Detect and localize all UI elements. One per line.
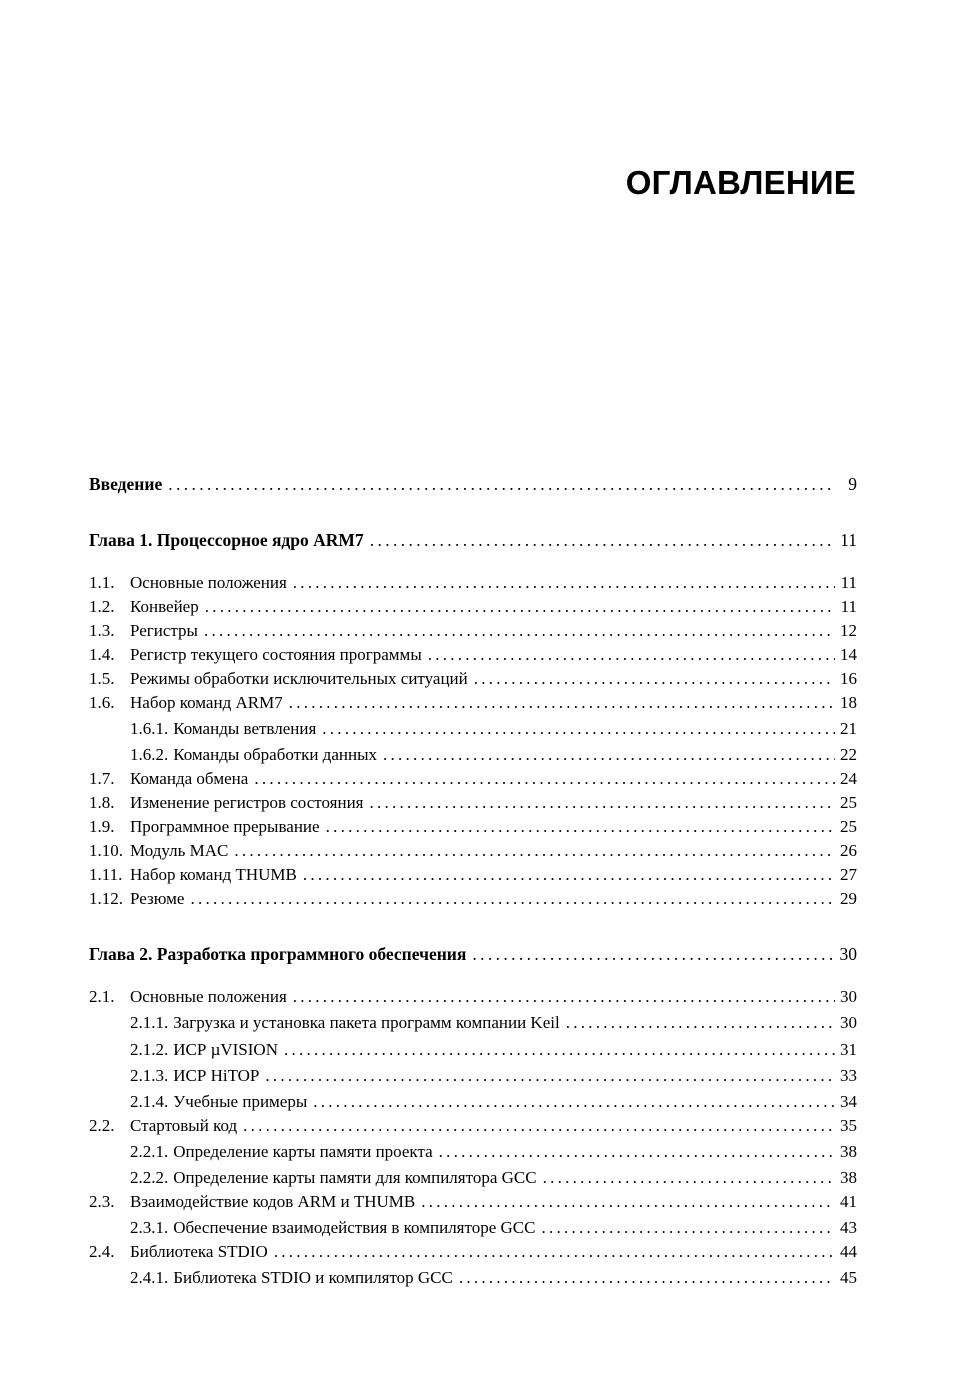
toc-leader-dots — [421, 1190, 835, 1214]
toc-entry-title: Основные положения — [130, 987, 287, 1006]
toc-entry-title: Команда обмена — [130, 769, 249, 788]
page-title: ОГЛАВЛЕНИЕ — [625, 164, 856, 201]
toc-entry — [89, 767, 857, 791]
toc-entry-page: 31 — [840, 1040, 857, 1059]
toc-entry-number: 1.8. — [89, 793, 115, 812]
toc-leader-dots — [168, 472, 835, 496]
toc-entry-page: 33 — [840, 1066, 857, 1085]
toc-entry-page: 38 — [840, 1168, 857, 1187]
toc-entry-title: Основные положения — [130, 573, 287, 592]
toc-entry — [89, 717, 857, 741]
toc-leader-dots — [289, 691, 835, 715]
toc-entry-title: Библиотека STDIO — [130, 1242, 268, 1261]
toc-leader-dots — [543, 1166, 835, 1190]
toc-entry-number: 1.6. — [89, 693, 115, 712]
toc-entry-number: 1.1. — [89, 573, 115, 592]
toc-entry — [89, 1140, 857, 1164]
toc-entry-number: 1.2. — [89, 597, 115, 616]
toc-entry-number: 1.12. — [89, 889, 123, 908]
toc-entry-title: Учебные примеры — [173, 1092, 308, 1111]
toc-leader-dots — [428, 643, 835, 667]
toc-leader-dots — [205, 595, 835, 619]
toc-entry — [89, 571, 857, 595]
toc-leader-dots — [541, 1216, 835, 1240]
toc-entry-page: 35 — [840, 1116, 857, 1135]
toc-entry-title: Набор команд ARM7 — [130, 693, 283, 712]
toc-entry — [89, 1190, 857, 1214]
toc-leader-dots — [439, 1140, 835, 1164]
toc-entry — [89, 863, 857, 887]
toc-entry — [89, 472, 857, 496]
toc-entry — [89, 1011, 857, 1035]
toc-leader-dots — [326, 815, 835, 839]
toc-leader-dots — [370, 528, 835, 552]
toc-leader-dots — [293, 571, 835, 595]
toc-entry-page: 43 — [840, 1218, 857, 1237]
toc-entry-title: ИСР µVISION — [173, 1040, 278, 1059]
toc-entry-number: 1.10. — [89, 841, 123, 860]
toc-entry-title: Команды ветвления — [173, 719, 317, 738]
toc-entry-page: 9 — [848, 474, 857, 494]
toc-entry-title: Регистры — [130, 621, 198, 640]
toc-entry — [89, 887, 857, 911]
toc-entry-page: 26 — [840, 841, 857, 860]
toc-entry — [89, 942, 857, 966]
toc-entry — [89, 985, 857, 1009]
toc-leader-dots — [322, 717, 835, 741]
toc-entry-title: Библиотека STDIO и компилятор GCC — [173, 1268, 453, 1287]
toc-leader-dots — [303, 863, 835, 887]
toc-entry-title: Изменение регистров состояния — [130, 793, 364, 812]
toc-entry-number: 2.2.2. — [130, 1168, 169, 1187]
toc-entry-number: 2.2.1. — [130, 1142, 169, 1161]
toc-leader-dots — [274, 1240, 835, 1264]
toc-entry — [89, 1166, 857, 1190]
toc-leader-dots — [265, 1064, 835, 1088]
toc-entry-page: 22 — [840, 745, 857, 764]
toc-leader-dots — [293, 985, 835, 1009]
toc-entry-page: 30 — [840, 987, 857, 1006]
toc-entry-title: Команды обработки данных — [173, 745, 377, 764]
toc-entry-title: Резюме — [130, 889, 185, 908]
toc-entry-page: 21 — [840, 719, 857, 738]
toc-entry-number: 1.3. — [89, 621, 115, 640]
toc-entry-page: 30 — [840, 1013, 857, 1032]
toc-leader-dots — [459, 1266, 835, 1290]
toc-entry-title: Обеспечение взаимодействия в компиляторе GCC — [173, 1218, 536, 1237]
toc-entry — [89, 1090, 857, 1114]
toc-entry-title: Загрузка и установка пакета программ компании Keil — [173, 1013, 560, 1032]
toc-entry-number: 2.1.3. — [130, 1066, 169, 1085]
toc-entry — [89, 743, 857, 767]
toc-entry-page: 41 — [840, 1192, 857, 1211]
toc-entry-page: 29 — [840, 889, 857, 908]
toc-entry-page: 11 — [840, 573, 857, 592]
toc-entry-title: Режимы обработки исключительных ситуаций — [130, 669, 468, 688]
toc-entry-title: Конвейер — [130, 597, 199, 616]
toc-entry-page: 11 — [840, 597, 857, 616]
toc-entry-number: 1.6.1. — [130, 719, 169, 738]
toc-leader-dots — [566, 1011, 835, 1035]
toc-entry — [89, 1240, 857, 1264]
toc-entry — [89, 528, 857, 552]
toc-entry-title: Регистр текущего состояния программы — [130, 645, 422, 664]
toc-entry-title: Модуль MAC — [130, 841, 229, 860]
toc-entry-title: Взаимодействие кодов ARM и THUMB — [130, 1192, 416, 1211]
toc-entry-number: 2.1. — [89, 987, 115, 1006]
toc-entry-page: 34 — [840, 1092, 857, 1111]
toc-leader-dots — [472, 942, 835, 966]
toc-entry-number: 2.2. — [89, 1116, 115, 1135]
toc-entry-title: Глава 1. Процессорное ядро ARM7 — [89, 530, 364, 550]
toc-entry-page: 16 — [840, 669, 857, 688]
toc-entry — [89, 1266, 857, 1290]
toc-entry-title: Определение карты памяти проекта — [173, 1142, 433, 1161]
toc-entry-number: 1.7. — [89, 769, 115, 788]
toc-entry-title: Глава 2. Разработка программного обеспечения — [89, 944, 467, 964]
toc-entry-page: 12 — [840, 621, 857, 640]
toc-leader-dots — [474, 667, 835, 691]
toc-entry-number: 2.4. — [89, 1242, 115, 1261]
toc-entry-page: 11 — [840, 530, 857, 550]
toc-entry-number: 2.3. — [89, 1192, 115, 1211]
toc-entry-title: Определение карты памяти для компилятора GCC — [173, 1168, 537, 1187]
toc-entry-number: 1.11. — [89, 865, 123, 884]
toc-entry — [89, 595, 857, 619]
toc-entry-number: 1.5. — [89, 669, 115, 688]
toc-leader-dots — [383, 743, 835, 767]
toc-entry — [89, 1114, 857, 1138]
toc-entry-number: 1.9. — [89, 817, 115, 836]
toc-entry — [89, 1216, 857, 1240]
toc-entry — [89, 643, 857, 667]
toc-entry-page: 25 — [840, 793, 857, 812]
toc-entry-page: 38 — [840, 1142, 857, 1161]
toc-entry — [89, 839, 857, 863]
toc-entry — [89, 1064, 857, 1088]
toc-entry-number: 2.1.2. — [130, 1040, 169, 1059]
toc-entry-number: 2.3.1. — [130, 1218, 169, 1237]
toc-entry-title: Программное прерывание — [130, 817, 320, 836]
toc-entry-page: 44 — [840, 1242, 857, 1261]
toc-leader-dots — [284, 1038, 835, 1062]
toc-entry-page: 30 — [839, 944, 857, 964]
toc-entry — [89, 691, 857, 715]
toc-entry-number: 2.4.1. — [130, 1268, 169, 1287]
toc-entry — [89, 667, 857, 691]
toc-entry-number: 1.6.2. — [130, 745, 169, 764]
toc-entry-page: 14 — [840, 645, 857, 664]
toc-entry-number: 2.1.4. — [130, 1092, 169, 1111]
toc-entry-number: 1.4. — [89, 645, 115, 664]
toc-entry — [89, 1038, 857, 1062]
toc-leader-dots — [234, 839, 835, 863]
toc-leader-dots — [190, 887, 835, 911]
toc-entry-page: 27 — [840, 865, 857, 884]
toc-entry-title: Стартовый код — [130, 1116, 238, 1135]
toc-entry-page: 18 — [840, 693, 857, 712]
toc-entry — [89, 791, 857, 815]
toc-entry-page: 45 — [840, 1268, 857, 1287]
toc-entry-number: 2.1.1. — [130, 1013, 169, 1032]
toc-entry-page: 24 — [840, 769, 857, 788]
toc-leader-dots — [204, 619, 835, 643]
toc-entry — [89, 815, 857, 839]
toc-leader-dots — [254, 767, 835, 791]
toc-entry-title: Набор команд THUMB — [130, 865, 297, 884]
toc-leader-dots — [370, 791, 836, 815]
toc-leader-dots — [243, 1114, 835, 1138]
toc-entry-title: ИСР HiTOP — [173, 1066, 260, 1085]
toc-entry-title: Введение — [89, 474, 163, 494]
toc-entry — [89, 619, 857, 643]
toc-entry-page: 25 — [840, 817, 857, 836]
toc-leader-dots — [313, 1090, 835, 1114]
